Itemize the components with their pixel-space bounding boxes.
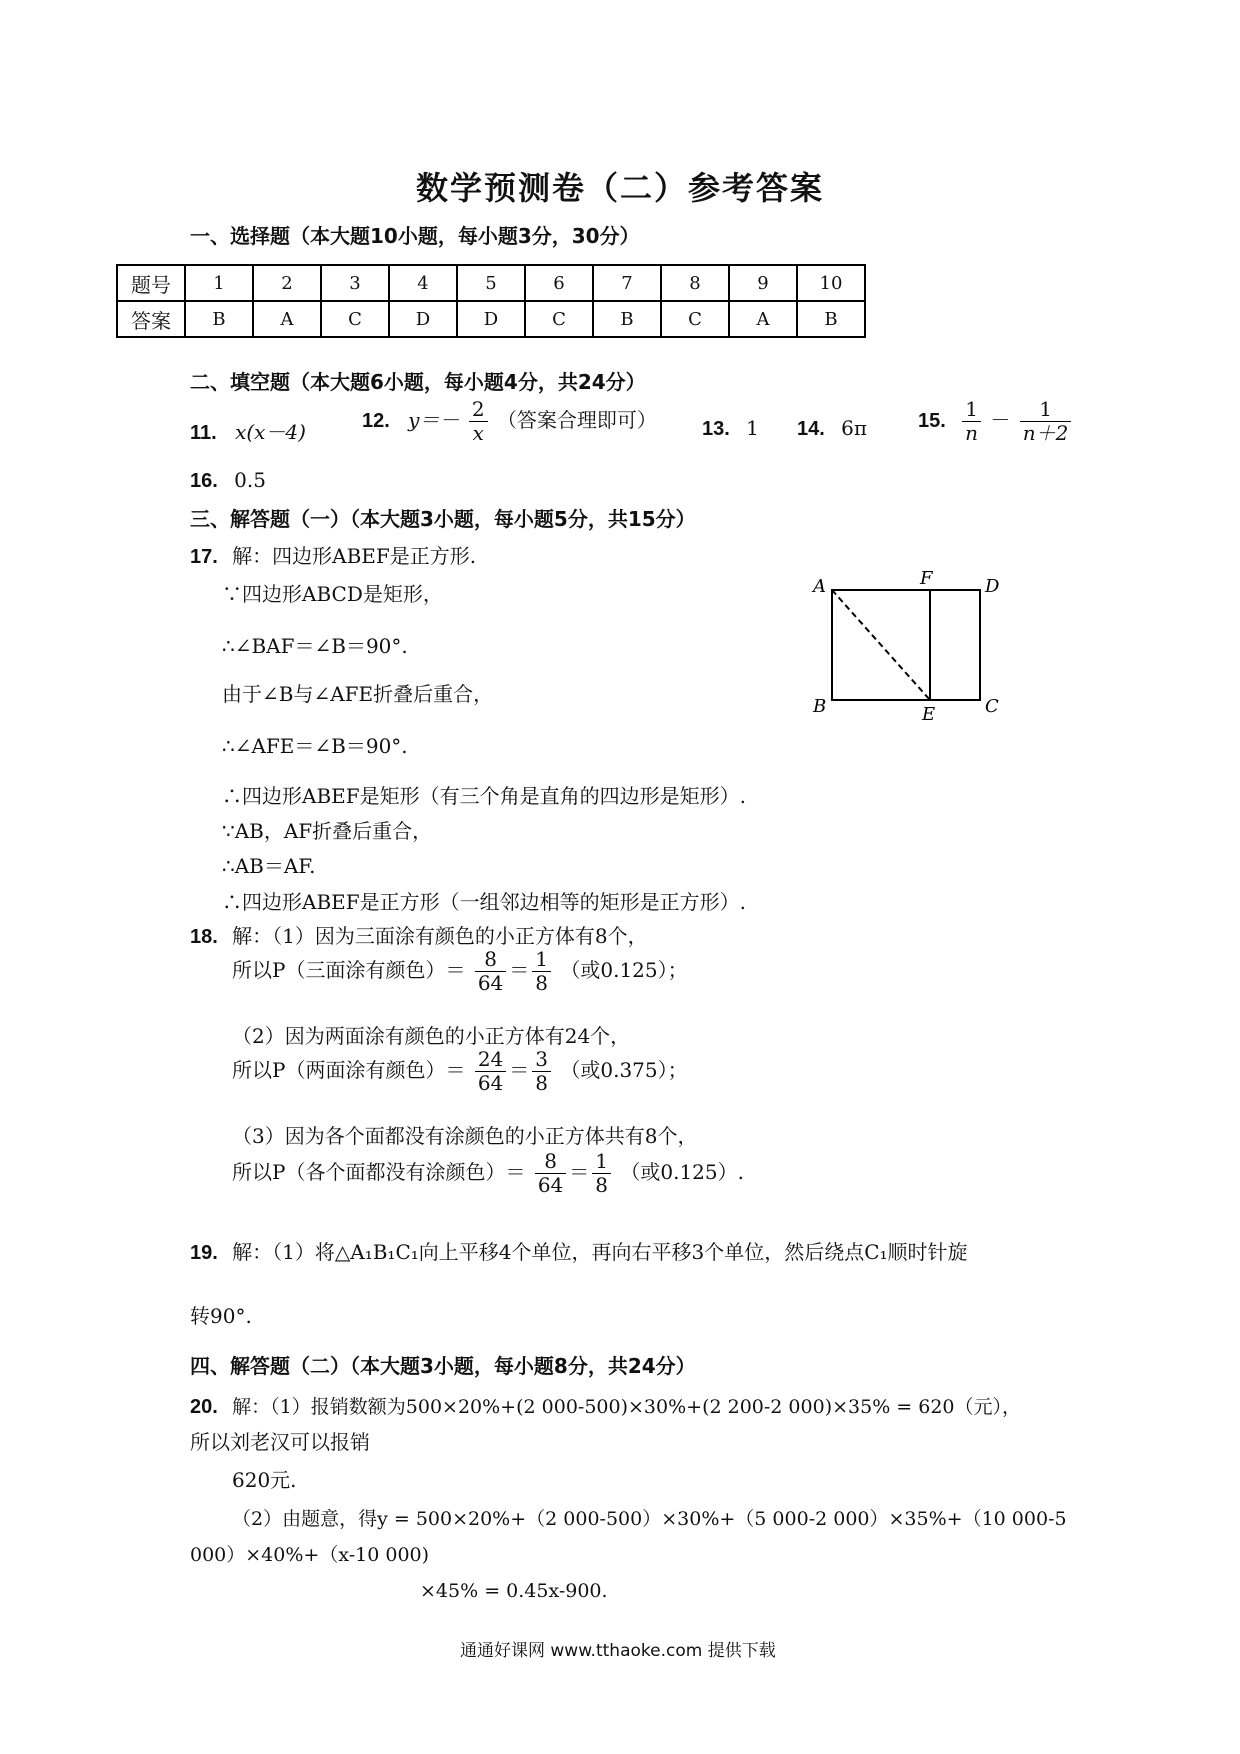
q11	[190, 416, 306, 445]
q17-line-9: ∴四边形ABEF是正方形（一组邻边相等的矩形是正方形）.	[222, 890, 746, 914]
denominator: 64	[477, 971, 504, 995]
table-cell: 6	[525, 265, 593, 301]
q18-line-1	[190, 920, 648, 949]
q13	[702, 416, 759, 441]
q19-number: 19.	[190, 1242, 218, 1264]
q17-line-4: 由于∠B与∠AFE折叠后重合，	[222, 682, 494, 706]
equals: ＝	[569, 1160, 590, 1184]
q20-text: 解：（1）报销数额为500×20%+(2 000-500)×30%+(2 200-2 000)×35% = 620（元），	[232, 1396, 1022, 1418]
q19-line-1	[190, 1236, 968, 1265]
table-cell: 7	[593, 265, 661, 301]
label-a: A	[813, 576, 826, 597]
q18-line-5: （3）因为各个面都没有涂颜色的小正方体共有8个，	[232, 1124, 698, 1148]
q16	[190, 468, 266, 493]
numerator: 1	[592, 1150, 611, 1174]
table-cell: A	[253, 301, 321, 337]
table-cell: 9	[729, 265, 797, 301]
table-cell: C	[321, 301, 389, 337]
q18-l4-fraction-1	[475, 1048, 506, 1095]
q12-lhs: y＝－	[408, 408, 460, 432]
q18-l6-fraction-1	[535, 1150, 566, 1197]
q14-number: 14.	[797, 418, 825, 440]
q18-l4-pre: 所以P（两面涂有颜色）＝	[232, 1058, 466, 1082]
q20-line-3: 620元.	[232, 1468, 297, 1492]
q14-answer: 6π	[841, 416, 868, 440]
q20-line-6: ×45% = 0.45x-900.	[420, 1580, 608, 1602]
numerator: 24	[475, 1048, 506, 1072]
q20-line-5: 000）×40%+（x-10 000)	[190, 1544, 430, 1566]
q18-l6-post: （或0.125）.	[620, 1160, 744, 1184]
table-cell: 4	[389, 265, 457, 301]
q18-number: 18.	[190, 926, 218, 948]
rectangle-figure	[805, 570, 1005, 730]
q16-number: 16.	[190, 470, 218, 492]
table-cell: D	[389, 301, 457, 337]
section-4-heading: 四、解答题（二）（本大题3小题，每小题8分，共24分）	[190, 1354, 696, 1378]
table-cell: 2	[253, 265, 321, 301]
q18-line-3: （2）因为两面涂有颜色的小正方体有24个，	[232, 1024, 631, 1048]
q18-l4-fraction-2	[532, 1048, 551, 1095]
q17-line-7: ∵AB，AF折叠后重合，	[222, 819, 433, 843]
page-title: 数学预测卷（二）参考答案	[416, 169, 825, 207]
table-cell: B	[593, 301, 661, 337]
table-cell: A	[729, 301, 797, 337]
table-cell: 3	[321, 265, 389, 301]
q18-line-2	[232, 948, 688, 995]
numerator: 8	[535, 1150, 566, 1174]
answer-table	[116, 264, 866, 338]
q12-numerator: 2	[469, 398, 488, 422]
q19-text: 解：（1）将△A₁B₁C₁向上平移4个单位，再向右平移3个单位，然后绕点C₁顺时针旋	[232, 1240, 968, 1264]
q17-line-2: ∵四边形ABCD是矩形，	[222, 582, 443, 606]
q15-fraction-1	[962, 398, 981, 445]
q18-l6-fraction-2	[592, 1150, 611, 1197]
q20-line-2: 所以刘老汉可以报销	[190, 1430, 370, 1454]
q13-number: 13.	[702, 418, 730, 440]
q12-denominator: x	[472, 421, 484, 445]
q18-l6-pre: 所以P（各个面都没有涂颜色）＝	[232, 1160, 526, 1184]
q13-answer: 1	[746, 416, 759, 440]
table-cell: C	[661, 301, 729, 337]
label-c: C	[985, 696, 999, 717]
table-cell: 5	[457, 265, 525, 301]
q18-text: 解：（1）因为三面涂有颜色的小正方体有8个，	[232, 924, 648, 948]
q20-line-4: （2）由题意，得y = 500×20%+（2 000-500）×30%+（5 000-2 000）×35%+（10 000-5	[232, 1508, 1067, 1530]
q17-line-8: ∴AB＝AF.	[222, 854, 316, 878]
q14	[797, 416, 867, 441]
row-header-answer: 答案	[117, 301, 185, 337]
q15	[918, 398, 1074, 445]
q12-fraction	[469, 398, 488, 445]
q15-f2-numerator: 1	[1020, 398, 1072, 422]
q18-l2-fraction-2	[532, 948, 551, 995]
table-row	[117, 265, 865, 301]
q18-line-4	[232, 1048, 688, 1095]
q20-number: 20.	[190, 1396, 218, 1418]
numerator: 8	[475, 948, 506, 972]
q16-answer: 0.5	[234, 468, 266, 492]
denominator: 64	[477, 1071, 504, 1095]
table-cell: 10	[797, 265, 865, 301]
q15-f1-denominator: n	[965, 421, 979, 445]
table-cell: C	[525, 301, 593, 337]
page-footer: 通通好课网 www.tthaoke.com 提供下载	[460, 1641, 776, 1661]
section-3-heading: 三、解答题（一）（本大题3小题，每小题5分，共15分）	[190, 507, 696, 531]
rectangle-abcd	[832, 590, 980, 700]
q20-line-1	[190, 1392, 1021, 1419]
q17-text: 解：四边形ABEF是正方形.	[232, 544, 477, 568]
q18-l2-pre: 所以P（三面涂有颜色）＝	[232, 958, 466, 982]
q12	[362, 398, 657, 445]
q18-line-6	[232, 1150, 744, 1197]
table-cell: B	[797, 301, 865, 337]
q17-line-5: ∴∠AFE＝∠B＝90°.	[222, 734, 408, 758]
q15-minus: －	[990, 408, 1011, 432]
q17-line-6: ∴四边形ABEF是矩形（有三个角是直角的四边形是矩形）.	[222, 784, 746, 808]
label-d: D	[985, 576, 1000, 597]
q15-f1-numerator: 1	[962, 398, 981, 422]
label-b: B	[813, 696, 827, 717]
q12-note: （答案合理即可）	[496, 408, 657, 432]
q15-f2-denominator: n＋2	[1022, 421, 1069, 445]
denominator: 8	[535, 971, 549, 995]
numerator: 3	[532, 1048, 551, 1072]
q15-number: 15.	[918, 410, 946, 432]
q12-number: 12.	[362, 410, 390, 432]
q18-l2-fraction-1	[475, 948, 506, 995]
q17-line-3: ∴∠BAF＝∠B＝90°.	[222, 634, 408, 658]
denominator: 8	[595, 1173, 609, 1197]
equals: ＝	[509, 1058, 530, 1082]
section-2-heading: 二、填空题（本大题6小题，每小题4分，共24分）	[190, 370, 646, 394]
table-cell: B	[185, 301, 253, 337]
q17-line-1	[190, 540, 476, 569]
label-f: F	[920, 570, 933, 589]
diagonal-ae	[832, 590, 930, 700]
denominator: 64	[537, 1173, 564, 1197]
numerator: 1	[532, 948, 551, 972]
section-1-heading: 一、选择题（本大题10小题，每小题3分，30分）	[190, 224, 640, 248]
table-cell: D	[457, 301, 525, 337]
row-header-number: 题号	[117, 265, 185, 301]
q17-number: 17.	[190, 546, 218, 568]
q19-line-2: 转90°.	[190, 1304, 252, 1328]
q18-l4-post: （或0.375）；	[560, 1058, 688, 1082]
table-row	[117, 301, 865, 337]
equals: ＝	[509, 958, 530, 982]
q15-fraction-2	[1020, 398, 1072, 445]
q18-l2-post: （或0.125）；	[560, 958, 688, 982]
label-e: E	[922, 704, 936, 725]
q11-answer: x(x－4)	[235, 420, 306, 444]
table-cell: 1	[185, 265, 253, 301]
denominator: 8	[535, 1071, 549, 1095]
table-cell: 8	[661, 265, 729, 301]
q11-number: 11.	[190, 422, 217, 444]
